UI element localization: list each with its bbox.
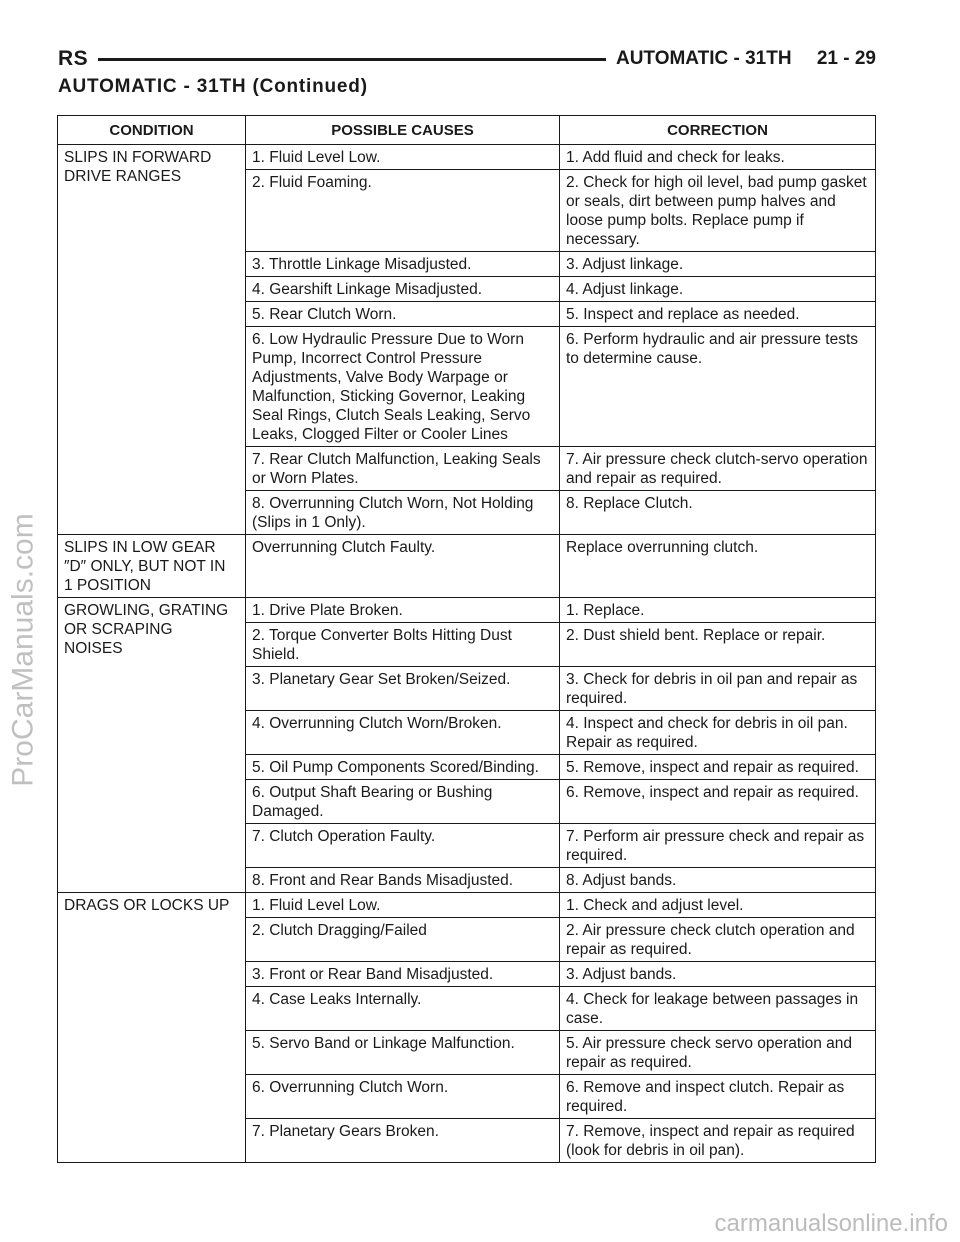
cause-cell: 6. Low Hydraulic Pressure Due to Worn Pump, Incorrect Control Pressure Adjustments, Valve Body Warpage or Malfunction, Sticking Governor, Leaking Seal Rings, Clutch Seals Leaking, Servo Leaks, Clogged Filter or Cooler Lines — [246, 327, 560, 447]
header-section-code: RS — [58, 47, 89, 70]
correction-cell: 6. Perform hydraulic and air pressure tests to determine cause. — [560, 327, 876, 447]
cause-cell: 1. Fluid Level Low. — [246, 893, 560, 918]
correction-cell: Replace overrunning clutch. — [560, 535, 876, 598]
cause-cell: 5. Rear Clutch Worn. — [246, 302, 560, 327]
footer-watermark: carmanualsonline.info — [714, 1210, 948, 1237]
correction-cell: 8. Replace Clutch. — [560, 491, 876, 535]
table-header-row — [58, 116, 876, 145]
correction-cell: 6. Remove and inspect clutch. Repair as required. — [560, 1075, 876, 1119]
cause-cell: 4. Gearshift Linkage Misadjusted. — [246, 277, 560, 302]
correction-cell: 2. Air pressure check clutch operation and repair as required. — [560, 918, 876, 962]
cause-cell: 7. Clutch Operation Faulty. — [246, 824, 560, 868]
cause-cell: 8. Front and Rear Bands Misadjusted. — [246, 868, 560, 893]
correction-cell: 1. Add fluid and check for leaks. — [560, 145, 876, 170]
correction-cell: 4. Adjust linkage. — [560, 277, 876, 302]
cause-cell: 7. Planetary Gears Broken. — [246, 1119, 560, 1163]
cause-cell: 2. Torque Converter Bolts Hitting Dust Shield. — [246, 623, 560, 667]
table-row — [58, 598, 876, 623]
correction-cell: 4. Check for leakage between passages in case. — [560, 987, 876, 1031]
cause-cell: 4. Overrunning Clutch Worn/Broken. — [246, 711, 560, 755]
side-watermark-text: ProCarManuals.com — [7, 513, 40, 787]
header-right — [616, 48, 876, 70]
correction-cell: 3. Check for debris in oil pan and repair as required. — [560, 667, 876, 711]
column-header-condition: CONDITION — [58, 116, 246, 145]
header-page-number: 21 - 29 — [816, 48, 876, 69]
section-title: AUTOMATIC - 31TH (Continued) — [58, 76, 368, 97]
correction-cell: 2. Dust shield bent. Replace or repair. — [560, 623, 876, 667]
column-header-correction: CORRECTION — [560, 116, 876, 145]
header-chapter-title: AUTOMATIC - 31TH — [615, 48, 792, 69]
correction-cell: 1. Replace. — [560, 598, 876, 623]
header-rule — [98, 58, 606, 61]
cause-cell: 6. Overrunning Clutch Worn. — [246, 1075, 560, 1119]
condition-cell: GROWLING, GRATING OR SCRAPING NOISES — [58, 598, 246, 893]
page-header — [58, 44, 876, 74]
cause-cell: 7. Rear Clutch Malfunction, Leaking Seals or Worn Plates. — [246, 447, 560, 491]
cause-cell: 1. Drive Plate Broken. — [246, 598, 560, 623]
diagnosis-table — [57, 115, 876, 1163]
table-row — [58, 145, 876, 170]
cause-cell: 5. Servo Band or Linkage Malfunction. — [246, 1031, 560, 1075]
column-header-possible-causes: POSSIBLE CAUSES — [246, 116, 560, 145]
side-watermark — [4, 300, 44, 1000]
cause-cell: 5. Oil Pump Components Scored/Binding. — [246, 755, 560, 780]
cause-cell: 2. Clutch Dragging/Failed — [246, 918, 560, 962]
correction-cell: 2. Check for high oil level, bad pump gasket or seals, dirt between pump halves and loose pump bolts. Replace pump if necessary. — [560, 170, 876, 252]
cause-cell: 2. Fluid Foaming. — [246, 170, 560, 252]
correction-cell: 8. Adjust bands. — [560, 868, 876, 893]
correction-cell: 7. Air pressure check clutch-servo operation and repair as required. — [560, 447, 876, 491]
table-row — [58, 893, 876, 918]
correction-cell: 1. Check and adjust level. — [560, 893, 876, 918]
cause-cell: 6. Output Shaft Bearing or Bushing Damaged. — [246, 780, 560, 824]
correction-cell: 6. Remove, inspect and repair as required. — [560, 780, 876, 824]
cause-cell: 1. Fluid Level Low. — [246, 145, 560, 170]
correction-cell: 3. Adjust bands. — [560, 962, 876, 987]
cause-cell: 3. Throttle Linkage Misadjusted. — [246, 252, 560, 277]
correction-cell: 7. Remove, inspect and repair as required (look for debris in oil pan). — [560, 1119, 876, 1163]
table-body — [58, 145, 876, 1163]
correction-cell: 5. Remove, inspect and repair as required. — [560, 755, 876, 780]
cause-cell: 8. Overrunning Clutch Worn, Not Holding (Slips in 1 Only). — [246, 491, 560, 535]
correction-cell: 5. Air pressure check servo operation and repair as required. — [560, 1031, 876, 1075]
cause-cell: 3. Front or Rear Band Misadjusted. — [246, 962, 560, 987]
correction-cell: 3. Adjust linkage. — [560, 252, 876, 277]
condition-cell: DRAGS OR LOCKS UP — [58, 893, 246, 1163]
condition-cell: SLIPS IN FORWARD DRIVE RANGES — [58, 145, 246, 535]
correction-cell: 7. Perform air pressure check and repair as required. — [560, 824, 876, 868]
cause-cell: 3. Planetary Gear Set Broken/Seized. — [246, 667, 560, 711]
correction-cell: 5. Inspect and replace as needed. — [560, 302, 876, 327]
diagnosis-table-container — [57, 115, 875, 1163]
condition-cell: SLIPS IN LOW GEAR ″D″ ONLY, BUT NOT IN 1 POSITION — [58, 535, 246, 598]
cause-cell: 4. Case Leaks Internally. — [246, 987, 560, 1031]
table-row — [58, 535, 876, 598]
correction-cell: 4. Inspect and check for debris in oil pan. Repair as required. — [560, 711, 876, 755]
cause-cell: Overrunning Clutch Faulty. — [246, 535, 560, 598]
